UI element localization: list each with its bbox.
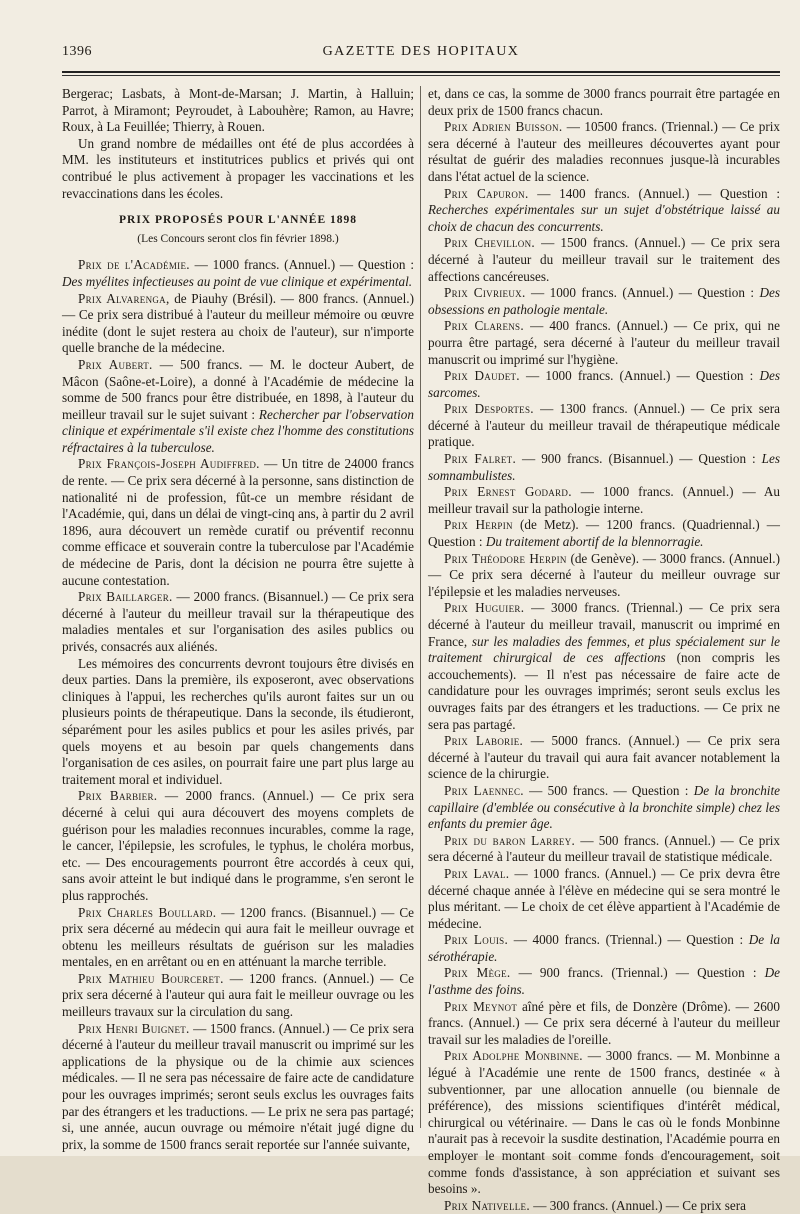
prize-text: — Un titre de 24000 francs de rente. — Ce prix sera décerné à la personne, sans distinction de nationalité ni de profession, fût-ce un membre résidant de l'Académie, qui, dans un délai de vingt-cinq ans, à partir du 2 avril 1896, aura découvert un remède curatif ou préventif reconnu comme efficace et souverain contre la tuberculose par l'Académie de médecine de Paris, dont la décision ne pourra être sujette à aucune contestation. (62, 456, 414, 588)
prize-name: Prix Laennec. (444, 782, 524, 798)
prize-question: De l'asthme des foins. (428, 965, 780, 998)
prize-text: — 3000 francs. (Triennal.) — Ce prix sera décerné à l'auteur du meilleur travail, manuscrit ou imprimé en France, (428, 600, 780, 649)
prize-paragraph (62, 357, 414, 457)
prize-question: Du traitement abortif de la blennorragie. (485, 534, 704, 550)
column-divider (420, 86, 421, 1128)
prize-paragraph (428, 866, 780, 932)
prize-text: — 2000 francs. (Bisannuel.) — Ce prix sera décerné à l'auteur du meilleur travail sur la thérapeutique des maladies mentales et sur l'organisation des asiles publics ou privés, consacrés aux aliénés. (62, 589, 414, 654)
header-rule-thick (62, 71, 780, 73)
prize-question: Des myélites infectieuses au point de vue clinique et expérimental. (62, 273, 413, 289)
prize-name: Prix Clarens. (444, 318, 524, 334)
prize-name: Prix de l'Académie. (78, 257, 190, 273)
prize-text: — 5000 francs. (Annuel.) — Ce prix sera décerné à l'auteur du travail qui aura fait avancer notablement la science de la chirurgie. (428, 733, 780, 782)
section-note: (Les Concours seront clos fin février 1898.) (137, 232, 339, 245)
prize-name: Prix du baron Larrey. (444, 832, 576, 848)
prize-text: — 900 francs. (Bisannuel.) — Question : (516, 451, 762, 467)
prize-text: — 10500 francs. (Triennal.) — Ce prix sera décerné à l'auteur des meilleures découvertes ayant pour résultat de guérir des maladies reconnues jusque-là incurables dans l'état actuel de la science. (428, 119, 780, 184)
prize-name: Prix Chevillon. (444, 235, 536, 251)
prize-text: — 1000 francs. (Annuel.) — Au meilleur travail sur la pathologie interne. (428, 484, 780, 516)
prize-text: — 300 francs. (Annuel.) — Ce prix sera (529, 1197, 747, 1213)
prize-question: De la sérothérapie. (428, 932, 780, 964)
prize-paragraph (62, 1021, 414, 1154)
prize-question: Les somnambulistes. (428, 451, 780, 483)
prize-text: (non compris les accouchements). — Il n'est pas nécessaire de faire acte de candidature pour les ouvrages imprimés; seront seuls exclus les ouvrages faits par des étrangers et les traductions. — Ce prix ne sera pas partagé. (428, 650, 780, 732)
prize-text: — 1200 francs. (Bisannuel.) — Ce prix sera décerné au médecin qui aura fait le meilleur ouvrage et obtenu les meilleurs résultats de guérison sur les maladies mentales, en en arrêtant ou en en atténuant la marche terrible. (62, 904, 414, 970)
prize-text: — 1000 francs. (Annuel.) — Question : (519, 368, 760, 384)
prize-paragraph (428, 517, 780, 550)
prize-question: sur les maladies des femmes, et plus spécialement sur le traitement chirurgical de ces affections (428, 633, 780, 666)
prize-name: Prix Daudet. (444, 368, 520, 384)
prize-name: Prix François-Joseph Audiffred. (78, 456, 260, 472)
prize-name: Prix Mège. (444, 965, 511, 981)
prize-paragraph (62, 971, 414, 1021)
prize-paragraph (428, 401, 780, 451)
prize-text: — 1000 francs. (Annuel.) — Ce prix devra être décerné chaque année à l'élève en médecine qui se sera montré le plus méritant. — Le choix de cet élève appartient à l'Académie de médecine. (428, 865, 780, 931)
prize-name: Prix Huguier. (444, 600, 525, 616)
prize-question: Des obsessions en pathologie mentale. (428, 285, 780, 317)
prize-name: Prix Laborie. (444, 733, 524, 749)
prize-name: Prix Meynot (444, 998, 518, 1014)
prize-question: Recherches expérimentales sur un sujet d'obstétrique laissé au choix de chacun des concurrents. (428, 202, 780, 234)
prize-text: — 500 francs. — M. le docteur Aubert, de Mâcon (Saône-et-Loire), a donné à l'Académie de médecine la somme de 500 francs pour être distribuée, en 1898, à l'auteur du meilleur travail sur le sujet suivant : (62, 356, 414, 422)
prize-paragraph (428, 600, 780, 733)
prize-name: Prix Adolphe Monbinne. (444, 1048, 583, 1064)
prize-paragraph (428, 932, 780, 965)
prize-paragraph (428, 783, 780, 833)
prize-paragraph-cont: Les mémoires des concurrents devront toujours être divisés en deux parties. Dans la première, ils exposeront, avec observations cliniques à l'appui, les recherches qu'ils auront faites sur un ou plusieurs points de thérapeutique. Dans la seconde, ils étudieront, séparément pour les asiles publics et pour les asiles privés, par quels moyens et au besoin par quels changements dans l'organisation de ces asiles, on pourrait faire une part plus large au traitement moral et individuel. (62, 655, 414, 787)
prize-name: Prix Aubert. (78, 356, 153, 372)
prize-question: Rechercher par l'observation clinique et expérimentale s'il existe chez l'homme des constitutions réfractaires à la tuberculose. (62, 406, 414, 455)
prize-paragraph (428, 451, 780, 484)
prize-text: — 900 francs. (Triennal.) — Question : (510, 965, 765, 981)
prize-paragraph (428, 733, 780, 783)
prize-paragraph (62, 456, 414, 589)
prize-paragraph (428, 186, 780, 236)
prize-paragraph (62, 788, 414, 904)
prize-paragraph (428, 368, 780, 401)
prize-paragraph (428, 833, 780, 866)
prize-name: Prix Barbier. (78, 788, 158, 804)
prize-text: — 2000 francs. (Annuel.) — Ce prix sera décerné à celui qui aura découvert des moyens complets de guérison pour les maladies reconnues incurables, comme la rage, le cancer, l'épilepsie, les scrofules, le typhus, le choléra morbus, etc. — Des encouragements pourront être accordés à ceux qui, sans avoir atteint le but indiqué dans le programme, s'en seront le plus rapprochés. (62, 788, 414, 903)
prize-text: (de Metz). — 1200 francs. (Quadriennal.) — Question : (428, 517, 780, 550)
prize-text: — 1500 francs. (Annuel.) — Ce prix sera décerné à l'auteur du meilleur travail sur le traitement des affections cancéreuses. (428, 235, 780, 284)
intro-continuation: Bergerac; Lasbats, à Mont-de-Marsan; J. Martin, à Halluin; Parrot, à Miramont; Peyroudet, à Labouhère; Ramon, au Havre; Roux, à La Feuillée; Thierry, à Rouen. (62, 86, 414, 135)
prize-text: — 4000 francs. (Triennal.) — Question : (508, 932, 749, 948)
prize-name: Prix Herpin (444, 517, 513, 533)
prize-name: Prix Laval. (444, 865, 510, 881)
prize-name: Prix Théodore Herpin (444, 550, 567, 566)
prize-text: — 1000 francs. (Annuel.) — Question : (525, 285, 760, 301)
prize-paragraph (428, 1198, 780, 1214)
journal-title: GAZETTE DES HOPITAUX (322, 44, 520, 59)
prize-name: Prix Ernest Godard. (444, 484, 572, 500)
continuation-paragraph: et, dans ce cas, la somme de 3000 francs pourrait être partagée en deux prix de 1500 francs chacun. (428, 86, 780, 118)
prize-text: — 1000 francs. (Annuel.) — Question : (189, 257, 414, 273)
prize-name: Prix Henri Buignet. (78, 1020, 190, 1036)
prize-paragraph (428, 965, 780, 998)
prize-paragraph (62, 257, 414, 290)
prize-paragraph (428, 285, 780, 318)
prize-paragraph (428, 235, 780, 285)
prize-paragraph (428, 318, 780, 368)
prize-text: (de Genève). — 3000 francs. (Annuel.) — Ce prix sera décerné à l'auteur du meilleur ouvrage sur l'épilepsie et les maladies nerveuses. (428, 550, 780, 599)
prize-name: Prix Alvarenga, (78, 290, 170, 306)
prize-question: Des sarcomes. (428, 368, 780, 400)
prize-text: — 1300 francs. (Annuel.) — Ce prix sera décerné à l'auteur du meilleur travail de thérapeutique médicale pratique. (428, 401, 780, 450)
prize-text: — 1200 francs. (Annuel.) — Ce prix sera décerné à l'auteur qui aura fait le meilleur ouvrage ou les meilleurs travaux sur la circulation du sang. (62, 970, 414, 1020)
section-title: PRIX PROPOSÉS POUR L'ANNÉE 1898 (118, 214, 358, 227)
prize-paragraph (428, 1048, 780, 1197)
prize-text: — 400 francs. (Annuel.) — Ce prix, qui ne pourra être partagé, sera décerné à l'auteur du meilleur travail manuscrit ou imprimé sur l'hygiène. (428, 318, 780, 367)
header-rule-thin (62, 75, 780, 76)
prize-paragraph (428, 119, 780, 185)
prize-paragraph (62, 905, 414, 971)
prize-paragraph (428, 484, 780, 517)
intro-paragraph: Un grand nombre de médailles ont été de plus accordées à MM. les instituteurs et institutrices publics et privés qui ont contribué le plus activement à propager les vaccinations et les revaccinations dans les écoles. (62, 135, 414, 201)
prize-text: de Piauhy (Brésil). — 800 francs. (Annuel.) — Ce prix sera distribué à l'auteur du meilleur mémoire ou œuvre inédite (dont le sujet restera au choix de l'auteur), sur n'importe quelle branche de la médecine. (62, 290, 414, 356)
prize-paragraph (62, 589, 414, 655)
prize-paragraph (428, 999, 780, 1049)
prize-paragraph (428, 551, 780, 601)
prize-name: Prix Nativelle. (444, 1197, 530, 1213)
prize-name: Prix Mathieu Bourceret. (78, 970, 224, 986)
prize-question: De la bronchite capillaire (d'emblée ou consécutive à la bronchite simple) chez les enfants du premier âge. (428, 782, 780, 832)
prize-text: — 500 francs. (Annuel.) — Ce prix sera décerné à l'auteur du meilleur travail de statistique médicale. (428, 832, 780, 865)
prize-name: Prix Falret. (444, 451, 517, 467)
prize-text: — 1400 francs. (Annuel.) — Question : (528, 185, 780, 201)
prize-paragraph (62, 291, 414, 357)
prize-name: Prix Desportes. (444, 401, 534, 417)
prize-name: Prix Capuron. (444, 185, 529, 201)
prize-text: — 3000 francs. — M. Monbinne a légué à l'Académie une rente de 1500 francs, destinée « à subventionner, par une allocation annuelle (ou biennale de préférence), des missions scientifiques d'intérêt médical, chirurgical ou vétérinaire. — Dans le cas où le fonds Monbinne n'aurait pas à recevoir la susdite destination, l'Académie pourra en employer le montant soit comme fonds d'encouragement, soit comme fonds d'assistance, à son appréciation et suivant ses besoins ». (428, 1048, 780, 1197)
right-column (428, 86, 780, 1213)
page-number: 1396 (62, 44, 92, 59)
prize-text: — 1500 francs. (Annuel.) — Ce prix sera décerné à l'auteur du meilleur travail manuscrit ou imprimé sur les applications de la physique ou de la chimie aux sciences médicales. — Il ne sera pas nécessaire de faire acte de candidature pour les ouvrages imprimés; seront seuls exclus les ouvrages faits par des étrangers et les traductions. — Le prix ne sera pas partagé; si, une année, aucun ouvrage ou mémoire n'était jugé digne du prix, la somme de 1500 francs serait reportée sur l'année suivante, (62, 1020, 414, 1152)
prize-name: Prix Baillarger. (78, 589, 173, 605)
page-header (62, 44, 780, 64)
prize-name: Prix Civrieux. (444, 285, 526, 301)
prize-text: aîné père et fils, de Donzère (Drôme). — 2600 francs. (Annuel.) — Ce prix sera décerné à l'auteur du meilleur travail sur les maladies de l'oreille. (428, 998, 780, 1047)
prize-name: Prix Louis. (444, 932, 509, 948)
prize-name: Prix Adrien Buisson. (444, 119, 563, 135)
left-column (62, 86, 414, 1152)
prize-text: — 500 francs. — Question : (523, 782, 694, 798)
prize-name: Prix Charles Boullard. (78, 904, 217, 920)
